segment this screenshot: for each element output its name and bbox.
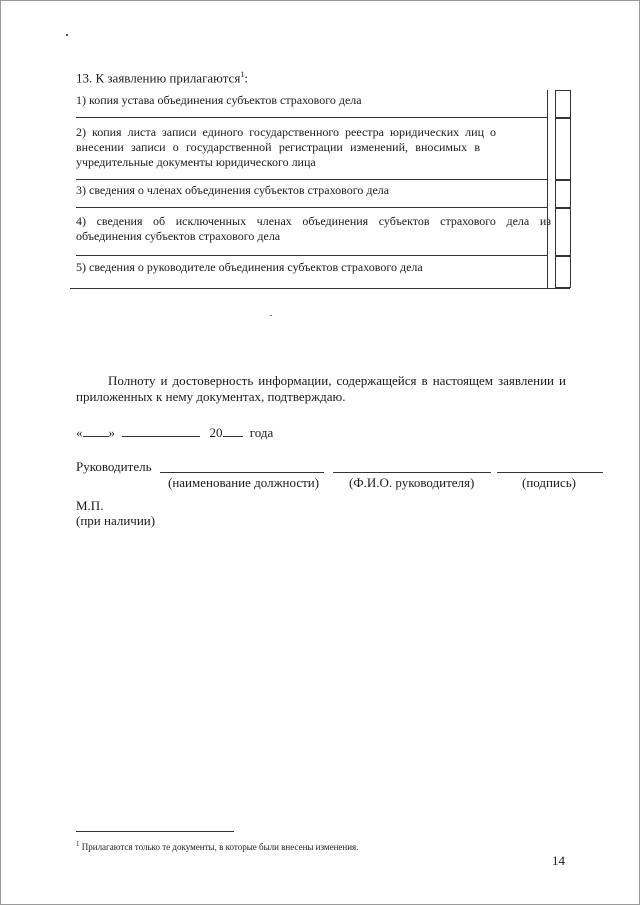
list-item-5 [76,260,423,275]
list-item-4-line-1: 4) сведения об исключенных членах объединения субъектов страхового дела из [76,214,551,228]
table-bottom-border [70,288,570,289]
list-item-4-line-2: объединения субъектов страхового дела [76,229,281,243]
list-item-2-line-2: внесении записи о государственной регистрации изменений, вносимых в [76,140,480,154]
position-caption: (наименование должности) [168,475,320,490]
page-number: 14 [552,853,565,868]
list-item-2-line-1: 2) копия листа записи единого государственного реестра юридических лиц о [76,125,496,139]
scan-dot [66,34,68,36]
footnote [76,840,358,852]
row-divider-2 [76,179,547,180]
signature-field[interactable] [497,472,603,473]
signature-caption: (подпись) [522,475,576,490]
checkbox-item-2[interactable] [555,118,571,180]
footnote-mark: 1 [240,70,245,79]
list-item-1 [76,93,362,108]
date-close-quote: » [108,425,115,440]
list-item-1-text: 1) копия устава объединения субъектов страхового дела [76,93,362,107]
day-field[interactable] [83,424,109,437]
list-item-3-text: 3) сведения о членах объединения субъектов страхового дела [76,183,390,197]
section-title: 13. К заявлению прилагаются$^1$: [76,70,248,86]
footnote-text: Прилагаются только те документы, в которые были внесены изменения. [81,842,359,852]
list-item-5-text: 5) сведения о руководителе объединения субъектов страхового дела [76,260,423,274]
stamp-label: М.П. [76,498,104,513]
list-item-3 [76,183,389,198]
checkbox-item-4[interactable] [555,208,571,256]
scan-dot [270,315,272,316]
list-item-2-line-3: учредительные документы юридического лица [76,155,316,169]
year-field[interactable] [223,424,243,437]
month-field[interactable] [122,424,200,437]
confirmation-line-1: Полноту и достоверность информации, содержащейся в настоящем заявлении и [108,373,566,388]
name-caption: (Ф.И.О. руководителя) [349,475,475,490]
checkbox-item-3[interactable] [555,180,571,208]
name-field[interactable] [333,472,491,473]
stamp-note: (при наличии) [76,513,156,528]
section-title-text: 13. К заявлению прилагаются [76,70,241,86]
date-open-quote: « [76,425,83,440]
checkbox-item-1[interactable] [555,90,571,118]
row-divider-1 [76,117,547,118]
row-divider-4 [76,255,547,256]
checkbox-item-5[interactable] [555,256,571,288]
position-field[interactable] [160,472,324,473]
footnote-separator [76,831,234,832]
date-line [76,424,273,441]
signature-label: Руководитель [76,459,152,474]
date-century: 20 [209,425,223,440]
row-divider-3 [76,207,547,208]
confirmation-line-2: приложенных к нему документах, подтверждаю. [76,389,346,404]
footnote-number: 1 [76,840,80,848]
date-year-word: года [249,425,274,440]
table-border-right [547,90,548,288]
